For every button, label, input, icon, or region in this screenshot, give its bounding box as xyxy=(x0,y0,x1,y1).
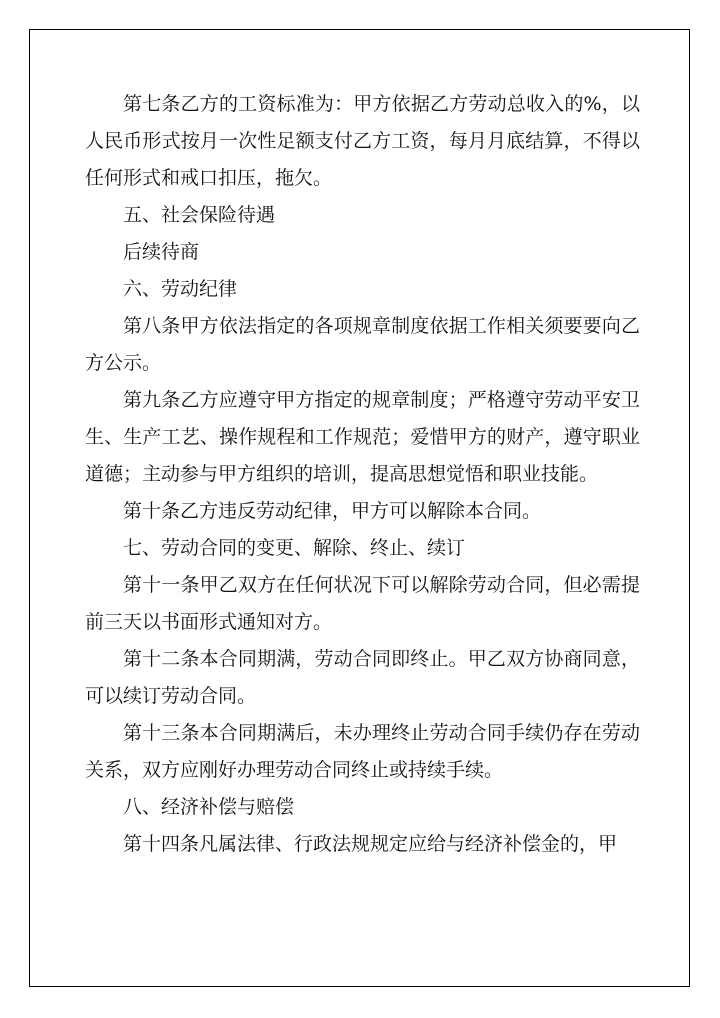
article-7-paragraph: 第七条乙方的工资标准为：甲方依据乙方劳动总收入的%，以人民币形式按月一次性足额支付乙方工资，每月月底结算，不得以任何形式和戒口扣压，拖欠。 xyxy=(85,93,640,189)
section-5-heading: 五、社会保险待遇 xyxy=(123,204,276,226)
article-13-paragraph: 第十三条本合同期满后，未办理终止劳动合同手续仍存在劳动关系，双方应刚好办理劳动合同终止或持续手续。 xyxy=(85,722,640,781)
section-5-note: 后续待商 xyxy=(123,241,200,263)
article-10-paragraph: 第十条乙方违反劳动纪律，甲方可以解除本合同。 xyxy=(123,500,542,522)
document-body xyxy=(85,86,640,863)
section-7-heading: 七、劳动合同的变更、解除、终止、续订 xyxy=(123,537,466,559)
section-6-heading: 六、劳动纪律 xyxy=(123,278,238,300)
article-12-paragraph: 第十二条本合同期满，劳动合同即终止。甲乙双方协商同意，可以续订劳动合同。 xyxy=(85,648,640,707)
article-9-paragraph: 第九条乙方应遵守甲方指定的规章制度；严格遵守劳动平安卫生、生产工艺、操作规程和工作规范；爱惜甲方的财产，遵守职业道德；主动参与甲方组织的培训，提高思想觉悟和职业技能。 xyxy=(85,389,640,485)
article-8-paragraph: 第八条甲方依法指定的各项规章制度依据工作相关须要要向乙方公示。 xyxy=(85,315,640,374)
article-11-paragraph: 第十一条甲乙双方在任何状况下可以解除劳动合同，但必需提前三天以书面形式通知对方。 xyxy=(85,574,640,633)
section-8-heading: 八、经济补偿与赔偿 xyxy=(123,796,295,818)
article-14-paragraph: 第十四条凡属法律、行政法规规定应给与经济补偿金的，甲 xyxy=(123,833,618,855)
